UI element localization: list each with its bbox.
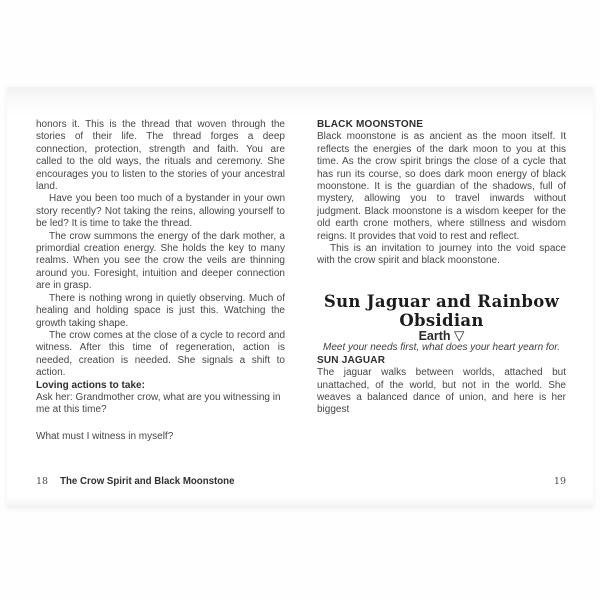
chapter-title: Sun Jaguar and Rainbow Obsidian xyxy=(323,291,560,330)
page-footer xyxy=(36,476,234,487)
body-paragraph: honors it. This is the thread that woven through the stories of their life. The thread forges a deep connection, protection, strength and faith. You are called to the old ways, the rituals and ceremony. She encourages you to listen to the stories of your ancestral land. xyxy=(36,119,285,193)
page-footer xyxy=(317,476,566,487)
right-page xyxy=(317,119,566,417)
earth-symbol-icon: ▽ xyxy=(454,328,465,344)
body-paragraph: The crow comes at the close of a cycle to record and witness. After this time of regeneration, action is needed, creation is needed. She signals a shift to action. xyxy=(36,329,285,379)
loving-actions-heading: Loving actions to take: xyxy=(36,379,145,391)
element-label: Earth xyxy=(418,328,451,343)
stone-section-heading: BLACK MOONSTONE xyxy=(317,119,424,130)
journal-prompt: What must I witness in myself? xyxy=(36,430,174,442)
body-paragraph: There is nothing wrong in quietly observing. Much of healing and holding space is just this. Watching the growth taking shape. xyxy=(36,292,285,329)
page-number: 18 xyxy=(36,476,49,487)
body-paragraph: Have you been too much of a bystander in your own story recently? Not taking the reins, allowing yourself to be led? It is time to take the thread. xyxy=(36,193,285,230)
body-paragraph: This is an invitation to journey into the void space with the crow spirit and black moonstone. xyxy=(317,243,566,267)
running-title: The Crow Spirit and Black Moonstone xyxy=(60,476,235,487)
spirit-section-heading: SUN JAGUAR xyxy=(317,354,386,366)
element-line xyxy=(317,330,566,342)
epigraph: Meet your needs first, what does your heart yearn for. xyxy=(323,342,560,354)
left-page xyxy=(36,119,285,443)
body-paragraph: Black moonstone is as ancient as the moon itself. It reflects the energies of the dark moon to you at this time. As the crow spirit brings the close of a cycle that has run its course, so does dark moon energy of black moonstone. It is the guardian of the shadows, full of mystery, allowing you to travel inwards without judgment. Black moonstone is a wisdom keeper for the old earth crone mothers, where stillness and wisdom reigns. It provides that void to rest and reflect. xyxy=(317,131,566,242)
body-paragraph: The crow summons the energy of the dark mother, a primordial creation energy. She holds the key to many realms. When you see the crow the veils are thinning around you. Foresight, intuition and deeper connection are in grasp. xyxy=(36,230,285,292)
open-book xyxy=(7,87,593,508)
page-number: 19 xyxy=(553,476,566,487)
body-paragraph: The jaguar walks between worlds, attached but unattached, of the world, but not in the world. She weaves a balanced dance of union, and here is her biggest xyxy=(317,367,566,416)
journal-prompt: Ask her: Grandmother crow, what are you witnessing in me at this time? xyxy=(36,391,281,416)
